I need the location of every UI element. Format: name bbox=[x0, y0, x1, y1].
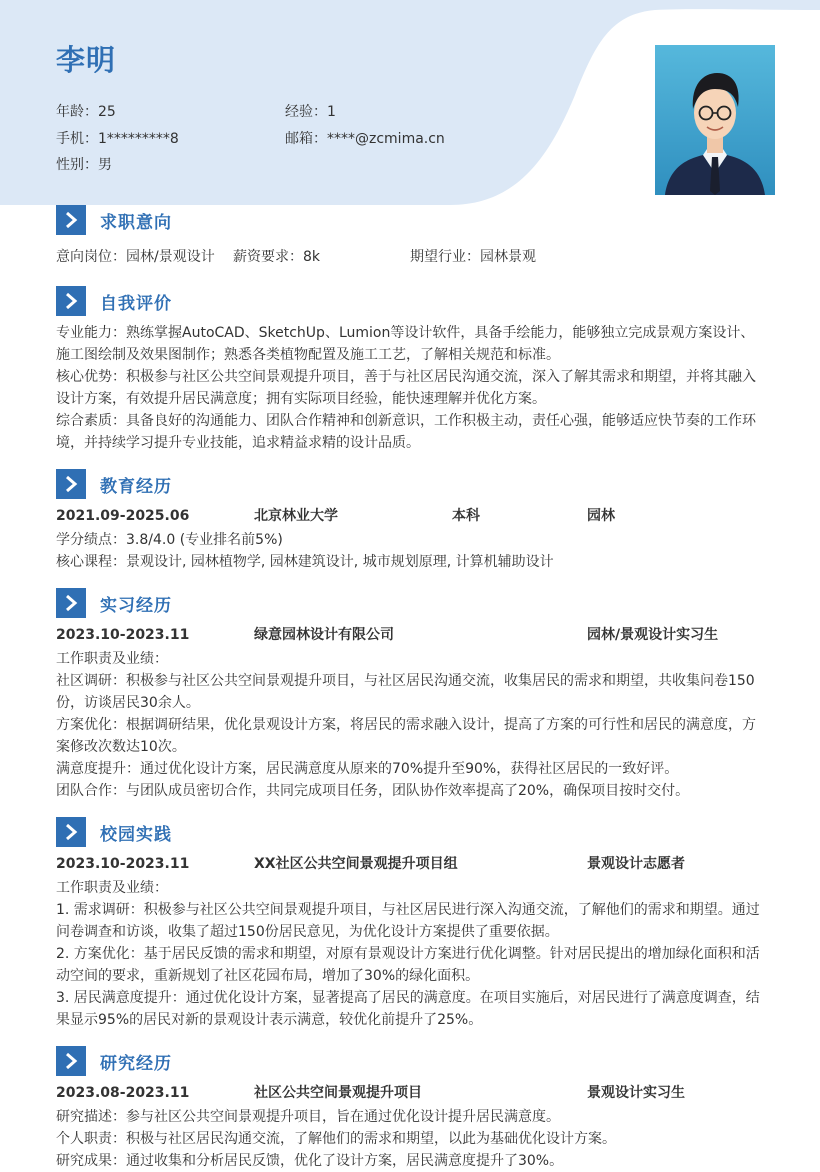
internship-period: 2023.10-2023.11 bbox=[56, 627, 190, 643]
research-row bbox=[56, 1082, 768, 1104]
internship-item: 团队合作：与团队成员密切合作，共同完成项目任务，团队协作效率提高了20%，确保项目按时交付。 bbox=[56, 783, 690, 799]
research-role: 景观设计实习生 bbox=[587, 1085, 685, 1101]
education-period: 2021.09-2025.06 bbox=[56, 508, 190, 524]
campus-item: 3. 居民满意度提升：通过优化设计方案，显著提高了居民的满意度。在项目实施后，对居民进行了满意度调查，结果显示95%的居民对新的景观设计表示满意，较优化前提升了25%。 bbox=[56, 990, 760, 1028]
chevron-right-icon bbox=[56, 588, 86, 618]
age-text: 年龄：25 bbox=[56, 104, 116, 120]
education-school: 北京林业大学 bbox=[254, 508, 338, 524]
section-title: 教育经历 bbox=[100, 476, 172, 497]
internship-item: 满意度提升：通过优化设计方案，居民满意度从原来的70%提升至90%，获得社区居民的一致好评。 bbox=[56, 761, 679, 777]
education-degree: 本科 bbox=[452, 508, 480, 524]
internship-duties-label: 工作职责及业绩： bbox=[56, 651, 168, 667]
internship-row bbox=[56, 624, 768, 646]
campus-org: XX社区公共空间景观提升项目组 bbox=[254, 856, 458, 872]
section-header-research bbox=[56, 1045, 172, 1077]
email-text: 邮箱：****@zcmima.cn bbox=[285, 131, 445, 147]
internship-item: 社区调研：积极参与社区公共空间景观提升项目，与社区居民沟通交流，收集居民的需求和期望，共收集问卷150份，访谈居民30余人。 bbox=[56, 673, 755, 711]
section-header-intent bbox=[56, 204, 172, 236]
chevron-right-icon bbox=[56, 1046, 86, 1076]
section-header-education bbox=[56, 468, 172, 500]
research-project: 社区公共空间景观提升项目 bbox=[254, 1085, 422, 1101]
education-row bbox=[56, 505, 768, 527]
education-major: 园林 bbox=[587, 508, 615, 524]
section-header-internship bbox=[56, 587, 172, 619]
chevron-right-icon bbox=[56, 205, 86, 235]
self-eval-paragraph: 核心优势：积极参与社区公共空间景观提升项目，善于与社区居民沟通交流，深入了解其需求和期望，并将其融入设计方案，有效提升居民满意度；拥有实际项目经验，能快速理解并优化方案。 bbox=[56, 369, 756, 407]
gender-text: 性别：男 bbox=[56, 157, 112, 173]
campus-item: 2. 方案优化：基于居民反馈的需求和期望，对原有景观设计方案进行优化调整。针对居民提出的增加绿化面积和活动空间的要求，重新规划了社区花园布局，增加了30%的绿化面积。 bbox=[56, 946, 760, 984]
research-period: 2023.08-2023.11 bbox=[56, 1085, 190, 1101]
section-header-self-eval bbox=[56, 285, 172, 317]
internship-company: 绿意园林设计有限公司 bbox=[254, 627, 394, 643]
campus-duties-label: 工作职责及业绩： bbox=[56, 880, 168, 896]
chevron-right-icon bbox=[56, 286, 86, 316]
campus-row bbox=[56, 853, 768, 875]
campus-period: 2023.10-2023.11 bbox=[56, 856, 190, 872]
section-title: 自我评价 bbox=[100, 293, 172, 314]
research-line: 研究成果：通过收集和分析居民反馈，优化了设计方案，居民满意度提升了30%。 bbox=[56, 1153, 564, 1169]
education-courses: 核心课程：景观设计, 园林植物学, 园林建筑设计, 城市规划原理, 计算机辅助设计 bbox=[56, 554, 554, 570]
candidate-name: 李明 bbox=[56, 43, 117, 77]
section-title: 研究经历 bbox=[100, 1053, 172, 1074]
intent-position: 意向岗位：园林/景观设计 bbox=[56, 249, 215, 265]
campus-item: 1. 需求调研：积极参与社区公共空间景观提升项目，与社区居民进行深入沟通交流，了解他们的需求和期望。通过问卷调查和访谈，收集了超过150份居民意见，为优化设计方案提供了重要依据。 bbox=[56, 902, 760, 940]
section-title: 校园实践 bbox=[100, 824, 172, 845]
experience-text: 经验：1 bbox=[285, 104, 336, 120]
research-line: 研究描述：参与社区公共空间景观提升项目，旨在通过优化设计提升居民满意度。 bbox=[56, 1109, 560, 1125]
education-gpa: 学分绩点：3.8/4.0 (专业排名前5%) bbox=[56, 532, 283, 548]
section-header-campus bbox=[56, 816, 172, 848]
internship-role: 园林/景观设计实习生 bbox=[587, 627, 719, 643]
phone-text: 手机：1*********8 bbox=[56, 131, 179, 147]
research-line: 个人职责：积极与社区居民沟通交流，了解他们的需求和期望，以此为基础优化设计方案。 bbox=[56, 1131, 616, 1147]
section-title: 实习经历 bbox=[100, 595, 172, 616]
intent-salary: 薪资要求：8k bbox=[233, 249, 321, 265]
section-title: 求职意向 bbox=[100, 212, 172, 233]
chevron-right-icon bbox=[56, 469, 86, 499]
campus-role: 景观设计志愿者 bbox=[587, 856, 685, 872]
avatar bbox=[655, 45, 775, 195]
self-eval-paragraph: 专业能力：熟练掌握AutoCAD、SketchUp、Lumion等设计软件，具备手绘能力，能够独立完成景观方案设计、施工图绘制及效果图制作；熟悉各类植物配置及施工工艺，了解相关规范和标准。 bbox=[56, 325, 755, 363]
internship-item: 方案优化：根据调研结果，优化景观设计方案，将居民的需求融入设计，提高了方案的可行性和居民的满意度，方案修改次数达10次。 bbox=[56, 717, 756, 755]
intent-industry: 期望行业：园林景观 bbox=[410, 249, 536, 265]
self-eval-paragraph: 综合素质：具备良好的沟通能力、团队合作精神和创新意识，工作积极主动，责任心强，能够适应快节奏的工作环境，并持续学习提升专业技能，追求精益求精的设计品质。 bbox=[56, 413, 756, 451]
chevron-right-icon bbox=[56, 817, 86, 847]
